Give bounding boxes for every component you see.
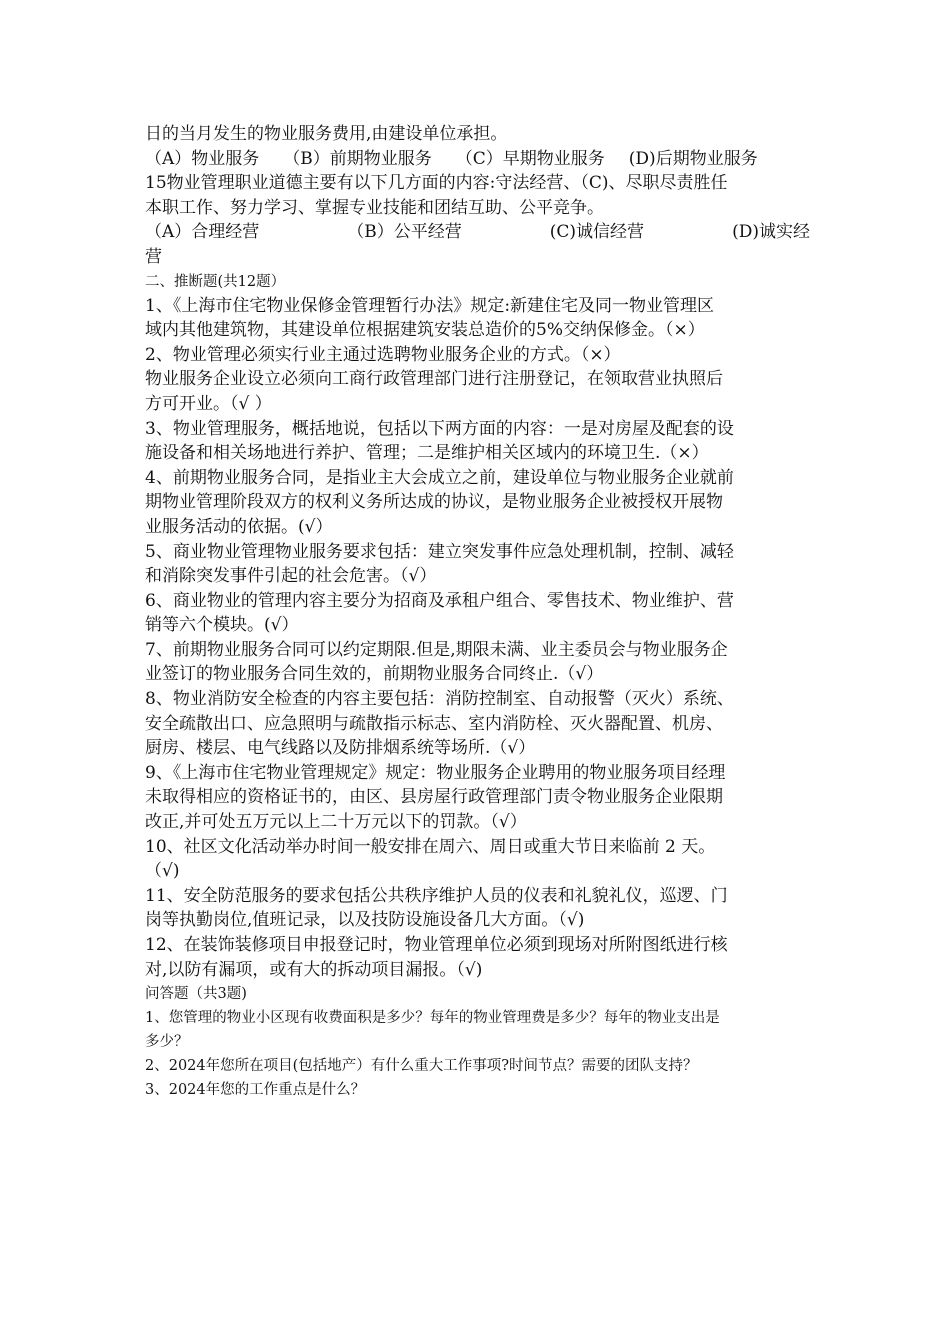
option-a: （A）物业服务 bbox=[145, 148, 260, 169]
question-line: 15物业管理职业道德主要有以下几方面的内容:守法经营、（C)、尽职尽责胜任 bbox=[145, 173, 728, 194]
section-heading: 二、推断题(共12题） bbox=[145, 273, 286, 290]
question-line: 10、社区文化活动举办时间一般安排在周六、周日或重大节日来临前 2 天。 bbox=[145, 836, 716, 857]
question-line: 4、前期物业服务合同，是指业主大会成立之前，建设单位与物业服务企业就前 bbox=[145, 467, 734, 488]
question-line: 3、2024年您的工作重点是什么？ bbox=[145, 1082, 366, 1099]
option-a: （A）合理经营 bbox=[145, 222, 260, 243]
section-heading: 问答题（共3题) bbox=[145, 986, 247, 1003]
option-c: (C)诚信经营 bbox=[549, 222, 645, 243]
question-line: 7、前期物业服务合同可以约定期限.但是,期限未满、业主委员会与物业服务企 bbox=[145, 639, 728, 660]
text-line: 物业服务企业设立必须向工商行政管理部门进行注册登记，在领取营业执照后 bbox=[145, 369, 723, 390]
text-line: 对,以防有漏项，或有大的拆动项目漏报。（√) bbox=[145, 959, 483, 980]
question-line: 8、物业消防安全检查的内容主要包括：消防控制室、自动报警（灭火）系统、 bbox=[145, 689, 734, 710]
text-line: 方可开业。（√ ） bbox=[145, 393, 272, 414]
question-line: 11、安全防范服务的要求包括公共秩序维护人员的仪表和礼貌礼仪，巡逻、门 bbox=[145, 885, 728, 906]
text-line: 施设备和相关场地进行养护、管理；二是维护相关区域内的环境卫生.（×） bbox=[145, 443, 709, 464]
question-line: 2、2024年您所在项目(包括地产）有什么重大工作事项?时间节点？需要的团队支持？ bbox=[145, 1058, 698, 1075]
text-line: 域内其他建筑物，其建设单位根据建筑安装总造价的5%交纳保修金。（×） bbox=[145, 320, 705, 341]
option-d: (D)诚实经 bbox=[732, 222, 810, 243]
question-line: 1、《上海市住宅物业保修金管理暂行办法》规定:新建住宅及同一物业管理区 bbox=[145, 295, 715, 316]
text-line: 厨房、楼层、电气线路以及防排烟系统等场所.（√） bbox=[145, 738, 536, 759]
option-d: (D)后期物业服务 bbox=[628, 148, 758, 169]
document-page bbox=[145, 122, 810, 1102]
text-line: 日的当月发生的物业服务费用,由建设单位承担。 bbox=[145, 124, 508, 144]
options-row bbox=[145, 147, 810, 172]
text-line: 和消除突发事件引起的社会危害。（√） bbox=[145, 566, 437, 587]
text-line: 期物业管理阶段双方的权利义务所达成的协议，是物业服务企业被授权开展物 bbox=[145, 492, 723, 513]
text-line: 未取得相应的资格证书的，由区、县房屋行政管理部门责令物业服务企业限期 bbox=[145, 787, 723, 808]
text-line: 改正,并可处五万元以上二十万元以下的罚款。（√） bbox=[145, 812, 527, 833]
text-line: 业服务活动的依据。(√） bbox=[145, 516, 333, 537]
question-line: 12、在装饰装修项目申报登记时，物业管理单位必须到现场对所附图纸进行核 bbox=[145, 935, 728, 955]
option-c: （C）早期物业服务 bbox=[455, 148, 605, 169]
text-line: （√) bbox=[145, 861, 180, 882]
text-line: 本职工作、努力学习、掌握专业技能和团结互助、公平竞争。 bbox=[145, 197, 604, 218]
question-line: 9、《上海市住宅物业管理规定》规定：物业服务企业聘用的物业服务项目经理 bbox=[145, 762, 726, 783]
question-line: 3、物业管理服务，概括地说，包括以下两方面的内容：一是对房屋及配套的设 bbox=[145, 418, 734, 439]
question-line: 6、商业物业的管理内容主要分为招商及承租户组合、零售技术、物业维护、营 bbox=[145, 590, 734, 611]
text-line: 多少？ bbox=[145, 1034, 189, 1051]
text-line: 销等六个模块。(√） bbox=[145, 615, 299, 636]
options-row bbox=[145, 220, 810, 245]
option-b: （B）前期物业服务 bbox=[283, 148, 432, 169]
option-b: （B）公平经营 bbox=[347, 222, 462, 243]
text-line: 营 bbox=[145, 246, 162, 267]
question-line: 5、商业物业管理物业服务要求包括：建立突发事件应急处理机制，控制、减轻 bbox=[145, 541, 734, 562]
text-line: 安全疏散出口、应急照明与疏散指示标志、室内消防栓、灭火器配置、机房、 bbox=[145, 713, 723, 734]
question-line: 2、物业管理必须实行业主通过选聘物业服务企业的方式。（×） bbox=[145, 344, 621, 365]
text-line: 岗等执勤岗位,值班记录，以及技防设施设备几大方面。（√) bbox=[145, 910, 585, 931]
question-line: 1、您管理的物业小区现有收费面积是多少？每年的物业管理费是多少？每年的物业支出是 bbox=[145, 1010, 720, 1027]
text-line: 业签订的物业服务合同生效的，前期物业服务合同终止.（√） bbox=[145, 664, 604, 685]
